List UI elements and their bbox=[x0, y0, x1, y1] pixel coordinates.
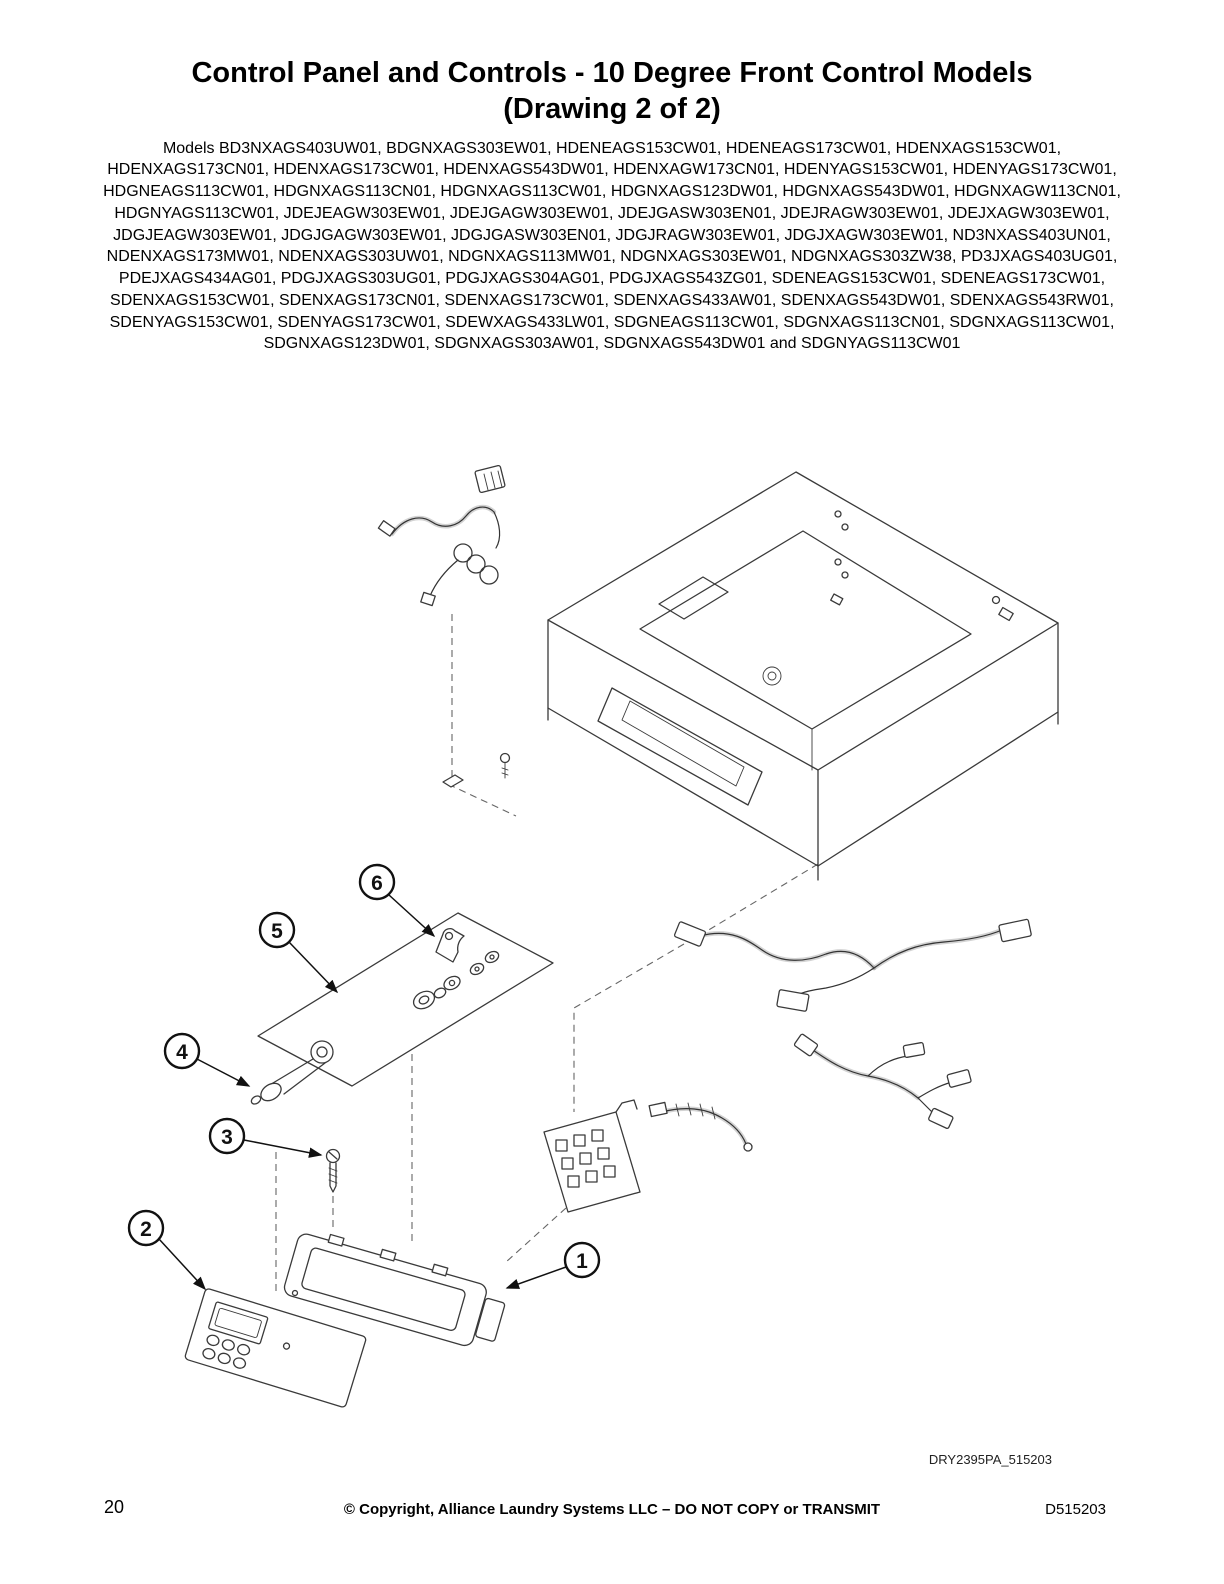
secondary-wire-harness bbox=[794, 1034, 972, 1129]
main-wire-harness bbox=[674, 919, 1032, 1011]
mounting-plate bbox=[258, 913, 553, 1086]
exploded-parts-diagram bbox=[0, 430, 1224, 1445]
callout-4 bbox=[165, 1034, 249, 1086]
control-board bbox=[544, 1100, 640, 1212]
cabinet-assembly bbox=[443, 472, 1058, 880]
callout-2 bbox=[129, 1211, 205, 1289]
page-header bbox=[0, 55, 1224, 355]
page-subtitle: (Drawing 2 of 2) bbox=[503, 93, 721, 126]
assembly-dashed-lines bbox=[276, 614, 818, 1292]
callout-1 bbox=[507, 1243, 599, 1288]
top-wire-harness bbox=[378, 465, 505, 605]
callout-6-number: 6 bbox=[371, 872, 383, 895]
callout-1-number: 1 bbox=[576, 1250, 588, 1273]
small-harness bbox=[649, 1102, 752, 1151]
callout-5-number: 5 bbox=[271, 920, 283, 943]
callout-3-number: 3 bbox=[221, 1126, 233, 1149]
page-title: Control Panel and Controls - 10 Degree Front Control Models bbox=[191, 57, 1033, 89]
callout-5 bbox=[260, 913, 337, 992]
models-list: Models BD3NXAGS403UW01, BDGNXAGS303EW01, HDENEAGS153CW01, HDENEAGS173CW01, HDENXAGS153CW01, HDENXAGS173CN01, HDENXAGS173CW01, HDENXAGS543DW01, HDENXAGW173CN01, HDENYAGS153CW01, HDENYAGS173CW01, HDGNEAGS113CW01, HDGNXAGS113CN01, HDGNXAGS113CW01, HDGNXAGS123DW01, HDGNXAGS543DW01, HDGNXAGW113CN01, HDGNYAGS113CW01, JDEJEAGW303EW01, JDEJGAGW303EW01, JDEJGASW303EN01, JDEJRAGW303EW01, JDEJXAGW303EW01, JDGJEAGW303EW01, JDGJGAGW303EW01, JDGJGASW303EN01, JDGJRAGW303EW01, JDGJXAGW303EW01, ND3NXASS403UN01, NDENXAGS173MW01, NDENXAGS303UW01, NDGNXAGS113MW01, NDGNXAGS303EW01, NDGNXAGS303ZW38, PD3JXAGS403UG01, PDEJXAGS434AG01, PDGJXAGS303UG01, PDGJXAGS304AG01, PDGJXAGS543ZG01, SDENEAGS153CW01, SDENEAGS173CW01, SDENXAGS153CW01, SDENXAGS173CN01, SDENXAGS173CW01, SDENXAGS433AW01, SDENXAGS543DW01, SDENXAGS543RW01, SDENYAGS153CW01, SDENYAGS173CW01, SDEWXAGS433LW01, SDGNEAGS113CW01, SDGNXAGS113CN01, SDGNXAGS113CW01, SDGNXAGS123DW01, SDGNXAGS303AW01, SDGNXAGS543DW01 and SDGNYAGS113CW01 bbox=[103, 139, 1121, 353]
callout-3 bbox=[210, 1119, 321, 1155]
callout-2-number: 2 bbox=[140, 1218, 152, 1241]
callout-4-number: 4 bbox=[176, 1041, 188, 1064]
callout-6 bbox=[360, 865, 434, 936]
copyright-notice: © Copyright, Alliance Laundry Systems LLC – DO NOT COPY or TRANSMIT bbox=[343, 1501, 881, 1518]
figure-id: DRY2395PA_515203 bbox=[928, 1452, 1052, 1467]
screw bbox=[327, 1150, 340, 1193]
page-number: 20 bbox=[104, 1497, 125, 1517]
document-number: D515203 bbox=[1045, 1501, 1106, 1518]
